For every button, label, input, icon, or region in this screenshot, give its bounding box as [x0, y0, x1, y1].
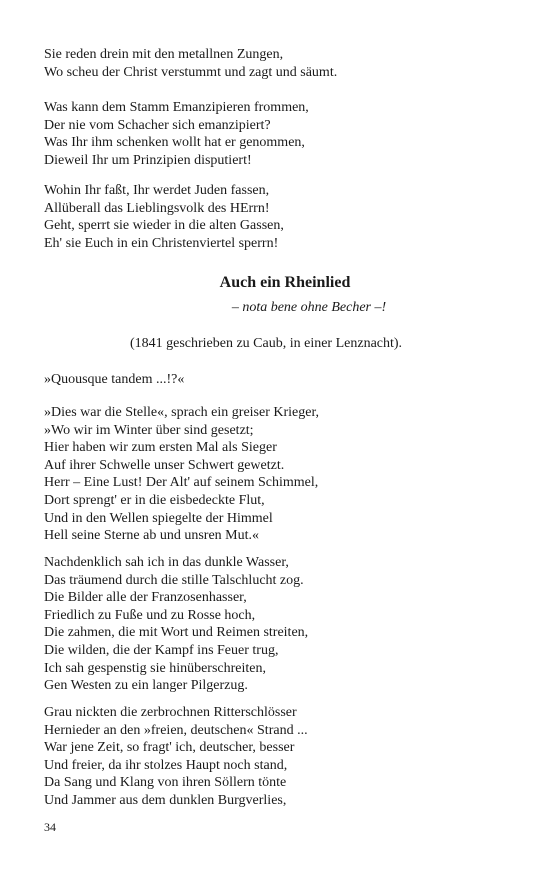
verse-line: Dieweil Ihr um Prinzipien disputiert!	[44, 152, 252, 168]
stanza-top-2	[44, 99, 514, 169]
verse-line: Die Bilder alle der Franzosenhasser,	[44, 590, 247, 606]
stanza-top-1	[44, 46, 514, 81]
verse-line: Was kann dem Stamm Emanzipieren frommen,	[44, 100, 309, 115]
poem-stanza-3	[44, 704, 514, 810]
poem-note: (1841 geschrieben zu Caub, in einer Lenznacht).	[129, 336, 403, 351]
verse-line: Da Sang und Klang von ihren Söllern tönte	[44, 775, 287, 791]
verse-line: Gen Westen zu ein langer Pilgerzug.	[44, 678, 248, 694]
verse-line: Dort sprengt' er in die eisbedeckte Flut,	[44, 492, 265, 508]
poem-subtitle: – nota bene ohne Becher –!	[231, 300, 387, 315]
verse-line: Und freier, da ihr stolzes Haupt noch stand,	[44, 757, 288, 773]
verse-line: Ich sah gespenstig sie hinüberschreiten,	[44, 660, 266, 676]
verse-line: Wo scheu der Christ verstummt und zagt und säumt.	[44, 64, 338, 80]
verse-line: Hernieder an den »freien, deutschen« Strand ...	[44, 722, 308, 738]
poem-title: Auch ein Rheinlied	[219, 274, 351, 291]
verse-line: War jene Zeit, so fragt' ich, deutscher, besser	[44, 740, 295, 756]
verse-line: »Dies war die Stelle«, sprach ein greiser Krieger,	[44, 405, 320, 420]
verse-line: Die zahmen, die mit Wort und Reimen streiten,	[44, 625, 309, 641]
verse-line: Allüberall das Lieblingsvolk des HErrn!	[44, 200, 270, 216]
verse-line: Das träumend durch die stille Talschlucht zog.	[44, 572, 304, 588]
verse-line: Was Ihr ihm schenken wollt hat er genommen,	[44, 135, 305, 151]
verse-line: Herr – Eine Lust! Der Alt' auf seinem Schimmel,	[44, 475, 319, 491]
verse-line: Auf ihrer Schwelle unser Schwert gewetzt.	[44, 457, 285, 473]
page-number: 34	[44, 820, 56, 834]
verse-line: Der nie vom Schacher sich emanzipiert?	[44, 117, 271, 133]
verse-line: Sie reden drein mit den metallnen Zungen,	[44, 47, 284, 62]
verse-line: »Wo wir im Winter über sind gesetzt;	[44, 422, 254, 438]
verse-line: Nachdenklich sah ich in das dunkle Wasser,	[44, 555, 289, 570]
poem-epigraph-block	[44, 371, 514, 389]
poem-stanza-2	[44, 554, 514, 695]
verse-line: Eh' sie Euch in ein Christenviertel sperrn!	[44, 235, 279, 251]
stanza-top-3	[44, 182, 514, 252]
verse-line: Friedlich zu Fuße und zu Rosse hoch,	[44, 607, 256, 623]
verse-line: Geht, sperrt sie wieder in die alten Gassen,	[44, 218, 284, 234]
poem-stanza-1	[44, 404, 514, 545]
verse-line: Hier haben wir zum ersten Mal als Sieger	[44, 440, 277, 456]
verse-line: Und in den Wellen spiegelte der Himmel	[44, 510, 273, 526]
verse-line: Wohin Ihr faßt, Ihr werdet Juden fassen,	[44, 183, 270, 198]
verse-line: Grau nickten die zerbrochnen Ritterschlösser	[44, 705, 297, 720]
verse-line: Die wilden, die der Kampf ins Feuer trug,	[44, 642, 279, 658]
verse-line: Und Jammer aus dem dunklen Burgverlies,	[44, 792, 287, 808]
poem-epigraph: »Quousque tandem ...!?«	[44, 372, 185, 387]
verse-line: Hell seine Sterne ab und unsren Mut.«	[44, 528, 260, 544]
